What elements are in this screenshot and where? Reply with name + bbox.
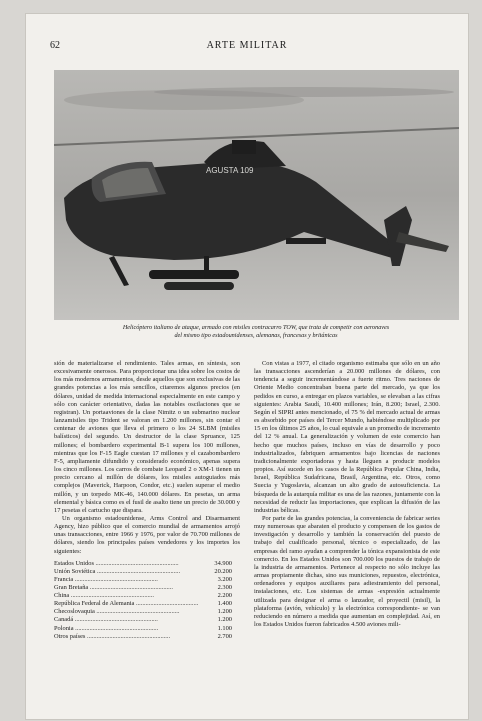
table-row [54, 616, 232, 624]
photo-caption [86, 324, 426, 339]
seller-value: 2.700 [217, 632, 232, 640]
sellers-table [54, 560, 240, 641]
table-row [54, 625, 232, 633]
left-column [54, 360, 240, 641]
right-paragraph-2: Por parte de las grandes potencias, la conveniencia de fabricar series muy numerosas que abaraten el producto y compensen de los gastos de investigación y desarrollo y también la conservación del puesto de trabajo del cualificado personal, técnico o especializado, de las empresas del ramo ayudan a comprender la tónica expansionista de este comercio. En los Estados Unidos son 700.000 los puestos de trabajo de la industria de armamentos. Pertenece al respecto no sólo incluye las armas propiamente dichas, sino sus municiones, repuestos, electrónica, ordenadores y equipos auxiliares para adiestramiento del personal, instalaciones, etc. Los sistemas de armas -expresión actualmente utilizada para designar el arma o lanzador, el proyectil (misil), la plataforma (avión, vehículo) y la electrónica correspondiente- se van reduciendo en número a medida que aumentan en complejidad. Así, en los Estados Unidos fueron fabricados 4.500 aviones mili- [254, 514, 440, 628]
seller-country: China ..... [54, 592, 198, 600]
page-number: 62 [50, 40, 60, 51]
left-paragraph-1: sión de materializarse el rendimiento. Tales armas, en síntesis, son excesivamente onerosos. Para proporcionar una idea sobre los costos de los más modernos armamentos, desde aquellos que son exclusivas de las grandes potencias a los más sencillos, citaremos algunos precios (en dólares, unidad de medida internacional especialmente en este campo y sólo con carácter orientativo, dadas las notables oscilaciones que se registran). Un portaaviones de la clase Nimitz o un submarino nuclear lanzamisiles tipo Trident se valoran en 1.200 millones, sin contar el centenar de aviones que lleva el primero o los 24 SLBM (misiles balísticos) del segundo. Un destructor de la clase Spruance, 125 millones; el bombardero experimental B-1 supera los 100 millones, mientras que los F-15 Eagle cuestan 17 millones y el cazabombardero F-5, ampliamente difundido y considerado económico, apenas supera los cinco millones. Los carros de combate Leopard 2 o XM-1 tienen un precio cercano al millón de dólares, los misiles autoguiados más complejos (Maverick, Harpoon, Condor, etc.) suelen superar el medio millón, y un torpedo MK-46, 140.000 dólares. En pesetas, un arma elemental y básica como es el fusil de asalto tiene un precio de 30.000 y 17 pesetas el cartucho que dispara. [54, 360, 240, 514]
seller-country: Polonia ..... [54, 625, 198, 633]
seller-country: Canadá ..... [54, 616, 198, 624]
left-paragraph-2: Un organismo estadounidense, Arms Control and Disarmament Agency, hizo público que el comercio mundial de armamentos arrojó unas transacciones, entre 1966 y 1976, por valor de 70.700 millones de dólares, siendo los principales países vendedores y los importes los siguientes: [54, 514, 240, 555]
seller-value: 1.400 [217, 600, 232, 608]
caption-line-1: Helicóptero italiano de ataque, armado con misiles contracarro TOW, que trata de competir con aeronaves [122, 324, 390, 331]
helicopter-registration: AGUSTA 109 [206, 166, 254, 175]
seller-country: Estados Unidos ..... [54, 560, 198, 568]
seller-country: Francia ..... [54, 576, 198, 584]
seller-value: 1.200 [217, 608, 232, 616]
seller-country: Checoslovaquia ..... [54, 608, 198, 616]
table-row [54, 592, 232, 600]
seller-value: 1.200 [217, 616, 232, 624]
caption-line-2: del mismo tipo estadounidenses, alemanas, francesas y británicas [174, 331, 338, 339]
book-page [26, 14, 468, 719]
table-row [54, 584, 232, 592]
table-row [54, 600, 232, 608]
seller-value: 20.200 [214, 567, 232, 575]
table-row [54, 568, 232, 576]
running-title: ARTE MILITAR [206, 40, 288, 51]
table-row [54, 576, 232, 584]
seller-country: República Federal de Alemania ..... [54, 600, 198, 608]
seller-country: Gran Bretaña ..... [54, 584, 198, 592]
right-paragraph-1: Con vistas a 1977, el citado organismo estimaba que sólo en un año las transacciones ascenderían a 20.000 millones de dólares, con tendencia a seguir incrementándose a fuerte ritmo. Tres naciones de Oriente Medio concentraban buena parte del mercado, ya que los pedidos en curso, a entregar en plazos variables, se elevaban a las cifras siguientes: Arabia Saudí, 10.400 millones; Irán, 8.200; Israel, 2.300. Según el SIPRI antes mencionado, el 75 % del mercado actual de armas es absorbido por países del Tercer Mundo, habiéndose multiplicado por 15 en los últimos 25 años, lo cual equivale a un promedio de incremento del 12 % anual. La generalización y volumen de este comercio han hecho que muchos países, incluso en vías de desarrollo y poco industrializados, fabriquen armamentos bajo licencias de naciones tradicionalmente exportadoras y hasta lleguen a producir modelos propios. Así sucede en los casos de la República Popular China, India, Israel, República Sudafricana, Brasil, Argentina, etc. Otros, como Suecia y Yugoslavia, alcanzan un alto grado de autosuficiencia. La búsqueda de la autarquía militar es una de las razones, juntamente con la necesidad de reducir las importaciones, que explican la difusión de las industrias bélicas. [254, 360, 440, 514]
seller-value: 3.200 [217, 575, 232, 583]
table-row [54, 633, 232, 641]
helicopter-illustration [54, 70, 459, 320]
seller-value: 1.100 [217, 624, 232, 632]
seller-country: Otros países ..... [54, 633, 198, 641]
seller-value: 2.200 [217, 592, 232, 600]
seller-value: 34.900 [214, 559, 232, 567]
seller-value: 2.300 [217, 584, 232, 592]
page-header [26, 40, 468, 54]
table-row [54, 560, 232, 568]
helicopter-photo [54, 70, 459, 320]
seller-country: Unión Soviética ..... [54, 568, 198, 576]
table-row [54, 608, 232, 616]
right-column [254, 360, 440, 629]
